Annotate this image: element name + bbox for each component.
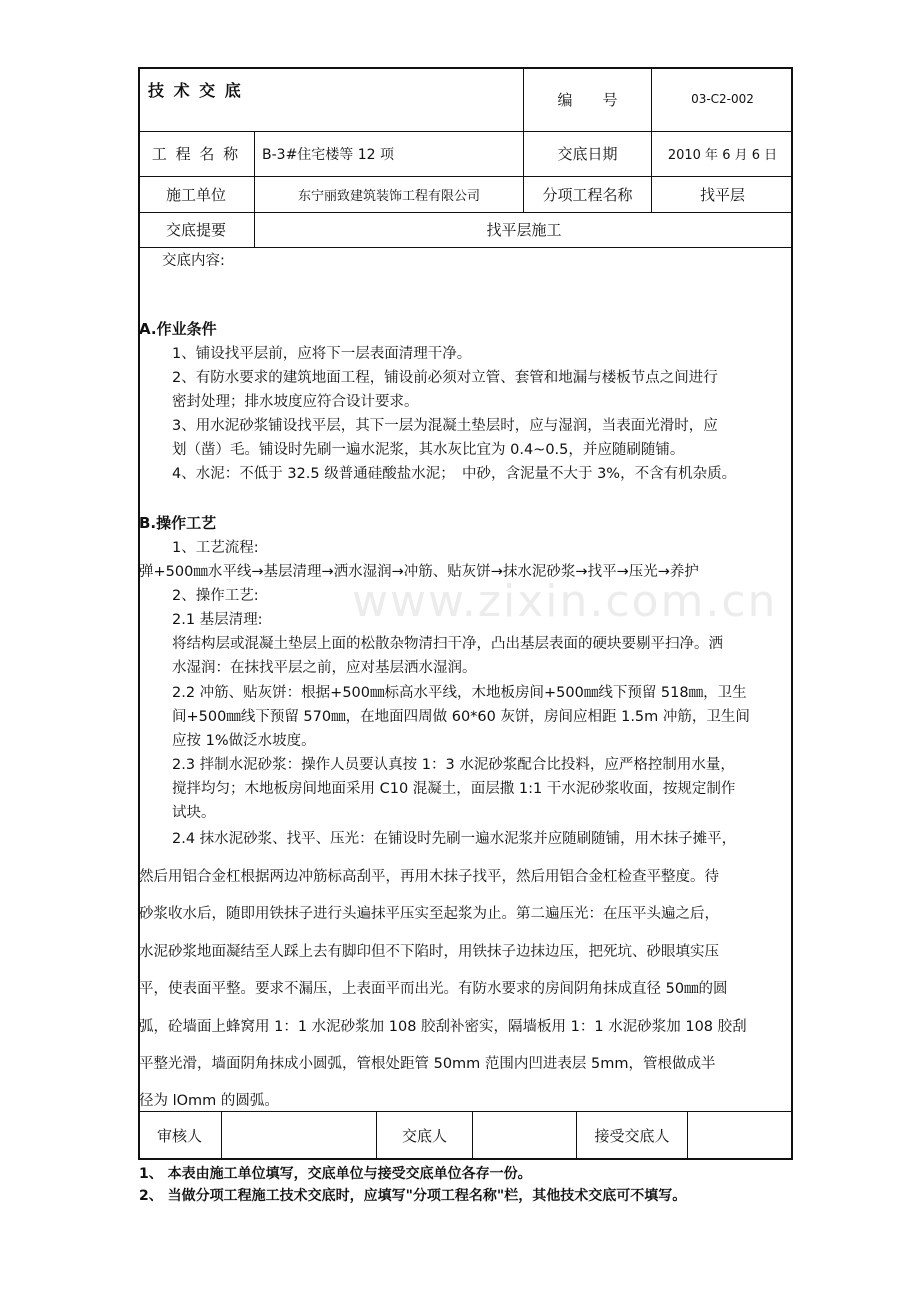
section-c-line: 平整光滑，墙面阴角抹成小圆弧，管根处距管 50mm 范围内凹进表层 5mm，管根做成半 (139, 1056, 716, 1072)
section-c-line: 径为 lOmm 的圆弧。 (139, 1093, 279, 1109)
section-a-title: A.作业条件 (139, 320, 217, 338)
section-a-line: 3、用水泥砂浆铺设找平层，其下一层为混凝土垫层时，应与湿润，当表面光滑时，应 (172, 418, 718, 434)
section-b-title: B.操作工艺 (139, 514, 217, 532)
construction-unit-label: 施工单位 (165, 185, 226, 204)
section-c-line: 弧，砼墙面上蜂窝用 1：1 水泥砂浆加 108 胶刮补密实，隔墙板用 1：1 水泥砂浆加 108 胶刮 (139, 1019, 747, 1035)
section-a-line: 1、铺设找平层前，应将下一层表面清理干净。 (172, 346, 472, 362)
section-a-line: 2、有防水要求的建筑地面工程，铺设前必须对立管、套管和地漏与楼板节点之间进行 (172, 370, 718, 386)
section-b-line: 2.1 基层清理: (172, 612, 263, 628)
row-divider (138, 247, 793, 248)
footnote: 2、 当做分项工程施工技术交底时，应填写"分项工程名称"栏，其他技术交底可不填写。 (139, 1188, 687, 1204)
footnote: 1、 本表由施工单位填写，交底单位与接受交底单位各存一份。 (139, 1166, 532, 1182)
section-c-line: 2.4 抹水泥砂浆、找平、压光：在铺设时先刷一遍水泥浆并应随刷随铺，用木抹子摊平， (172, 831, 737, 847)
section-b-line: 水湿润：在抹找平层之前，应对基层洒水湿润。 (172, 660, 477, 676)
number-value: 03-C2-002 (691, 92, 754, 106)
section-b-line: 1、工艺流程: (172, 540, 259, 556)
section-a-line: 4、水泥：不低于 32.5 级普通硅酸盐水泥； 中砂，含泥量不大于 3%，不含有机杂质。 (172, 466, 737, 482)
construction-unit-value: 东宁丽致建筑装饰工程有限公司 (297, 188, 480, 204)
section-c-line: 砂浆收水后，随即用铁抹子进行头遍抹平压实至起浆为止。第二遍压光：在压平头遍之后， (139, 906, 719, 922)
watermark: www.zixin.com.cn (352, 576, 778, 627)
presenter-label: 交底人 (401, 1127, 447, 1145)
section-b-line: 间+500㎜线下预留 570㎜，在地面四周做 60*60 灰饼，房间应相距 1.5m 冲筋，卫生间 (172, 709, 750, 725)
section-c-line: 平，使表面平整。要求不漏压，上表面平而出光。有防水要求的房间阴角抹成直径 50㎜的圆 (139, 981, 728, 997)
form-title: 技 术 交 底 (148, 81, 243, 100)
section-b-line: 2.2 冲筋、贴灰饼：根据+500㎜标高水平线，木地板房间+500㎜线下预留 518㎜，卫生 (172, 685, 747, 701)
subitem-name-label: 分项工程名称 (542, 185, 633, 204)
summary-value: 找平层施工 (486, 221, 562, 239)
section-b-line: 搅拌均匀；木地板房间地面采用 C10 混凝土，面层撒 1:1 干水泥砂浆收面，按规定制作 (172, 781, 736, 797)
reviewer-label: 审核人 (156, 1127, 202, 1145)
section-b-line: 2.3 拌制水泥砂浆：操作人员要认真按 1：3 水泥砂浆配合比投料，应严格控制用水量， (172, 757, 735, 773)
section-c-line: 然后用铝合金杠根据两边冲筋标高刮平，再用木抹子找平，然后用铝合金杠检查平整度。待 (139, 869, 719, 885)
project-name-value: B-3#住宅楼等 12 项 (262, 146, 395, 163)
date-value: 2010 年 6 月 6 日 (667, 148, 778, 163)
receiver-label: 接受交底人 (594, 1127, 670, 1145)
section-b-line: 2、操作工艺: (172, 588, 259, 604)
project-name-label: 工 程 名 称 (151, 145, 241, 163)
number-label: 编 号 (557, 90, 618, 109)
date-label: 交底日期 (557, 145, 618, 163)
subitem-name-value: 找平层 (699, 185, 745, 204)
process-flow-line: 弹+500㎜水平线→基层清理→洒水湿润→冲筋、贴灰饼→抹水泥砂浆→找平→压光→养护 (139, 564, 699, 580)
section-a-line: 划（凿）毛。铺设时先刷一遍水泥浆，其水灰比宜为 0.4~0.5，并应随刷随铺。 (172, 442, 685, 458)
presenter-signature-field[interactable] (473, 1111, 576, 1160)
section-a-line: 密封处理；排水坡度应符合设计要求。 (172, 394, 419, 410)
summary-label: 交底提要 (165, 221, 226, 239)
section-b-line: 将结构层或混凝土垫层上面的松散杂物清扫干净，凸出基层表面的硬块要剔平扫净。洒 (172, 636, 723, 652)
section-b-line: 应按 1%做泛水坡度。 (172, 733, 316, 749)
reviewer-signature-field[interactable] (222, 1111, 376, 1160)
section-c-line: 水泥砂浆地面凝结至人踩上去有脚印但不下陷时，用铁抹子边抹边压，把死坑、砂眼填实压 (139, 944, 719, 960)
content-intro: 交底内容: (162, 253, 225, 269)
section-b-line: 试块。 (172, 805, 216, 821)
receiver-signature-field[interactable] (688, 1111, 793, 1160)
